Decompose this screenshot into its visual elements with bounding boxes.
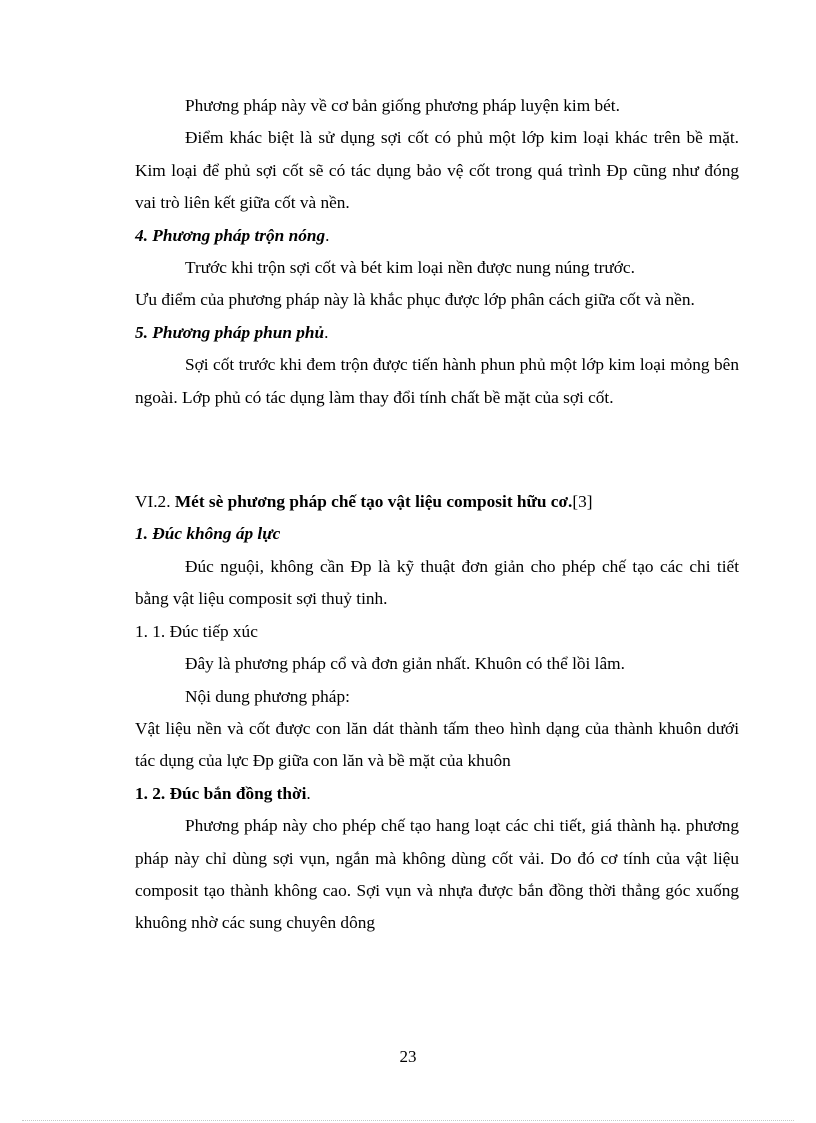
heading-suffix: . — [325, 225, 330, 245]
section-heading-5 — [135, 317, 739, 349]
citation: [3] — [572, 492, 593, 512]
body-text — [135, 90, 739, 940]
section-heading-4 — [135, 220, 739, 252]
paragraph: Phương pháp này cho phép chế tạo hang loạt các chi tiết, giá thành hạ. phương pháp này chỉ dùng sợi vụn, ngắn mà không dùng cốt vải. Do đó cơ tính của vật liệu composit tạo thành không cao. Sợi vụn và nhựa được bắn đồng thời thẳng góc xuống khuông nhờ các sung chuyên dông — [135, 816, 739, 933]
subsection-heading-1-1: 1. 1. Đúc tiếp xúc — [135, 621, 258, 641]
subsection-heading-1-2 — [135, 778, 739, 810]
paragraph: Điểm khác biệt là sử dụng sợi cốt có phủ một lớp kim loại khác trên bề mặt. Kim loại để phủ sợi cốt sẽ có tác dụng bảo vệ cốt trong quá trình Đp cũng như đóng vai trò liên kết giữa cốt và nền. — [135, 128, 739, 213]
section-heading-vi2 — [135, 486, 739, 518]
paragraph: Ưu điểm của phương pháp này là khắc phục được lớp phân cách giữa cốt và nền. — [135, 290, 695, 310]
subsection-heading-1: 1. Đúc không áp lực — [135, 524, 281, 544]
page-number: 23 — [399, 1047, 417, 1066]
heading-text: 4. Phương pháp trộn nóng — [135, 225, 326, 245]
paragraph: Phương pháp này về cơ bản giống phương pháp luyện kim bét. — [185, 96, 620, 115]
section-number: VI.2. — [135, 492, 175, 512]
paragraph: Đúc nguội, không cần Đp là kỹ thuật đơn giản cho phép chế tạo các chi tiết bằng vật liệu composit sợi thuỷ tinh. — [135, 556, 739, 609]
heading-text: 1. 2. Đúc bắn đồng thời — [135, 783, 307, 803]
heading-suffix: . — [306, 783, 311, 803]
paragraph: Trước khi trộn sợi cốt và bét kim loại nền được nung núng trước. — [185, 258, 635, 278]
section-title: Mét sè phương pháp chế tạo vật liệu composit hữu cơ. — [174, 492, 573, 512]
paragraph: Nội dung phương pháp: — [185, 686, 350, 706]
paragraph: Sợi cốt trước khi đem trộn được tiến hành phun phủ một lớp kim loại mỏng bên ngoài. Lớp phủ có tác dụng làm thay đổi tính chất bề mặt của sợi cốt. — [135, 355, 739, 407]
paragraph: Vật liệu nền và cốt được con lăn dát thành tấm theo hình dạng của thành khuôn dưới tác dụng của lực Đp giữa con lăn và bề mặt của khuôn — [135, 718, 739, 771]
spacer — [135, 414, 739, 486]
heading-text: 5. Phương pháp phun phủ — [135, 322, 325, 342]
paragraph: Đây là phương pháp cổ và đơn giản nhất. Khuôn có thể lồi lâm. — [185, 654, 625, 674]
page-bottom-border — [22, 1120, 794, 1121]
heading-suffix: . — [324, 322, 329, 342]
